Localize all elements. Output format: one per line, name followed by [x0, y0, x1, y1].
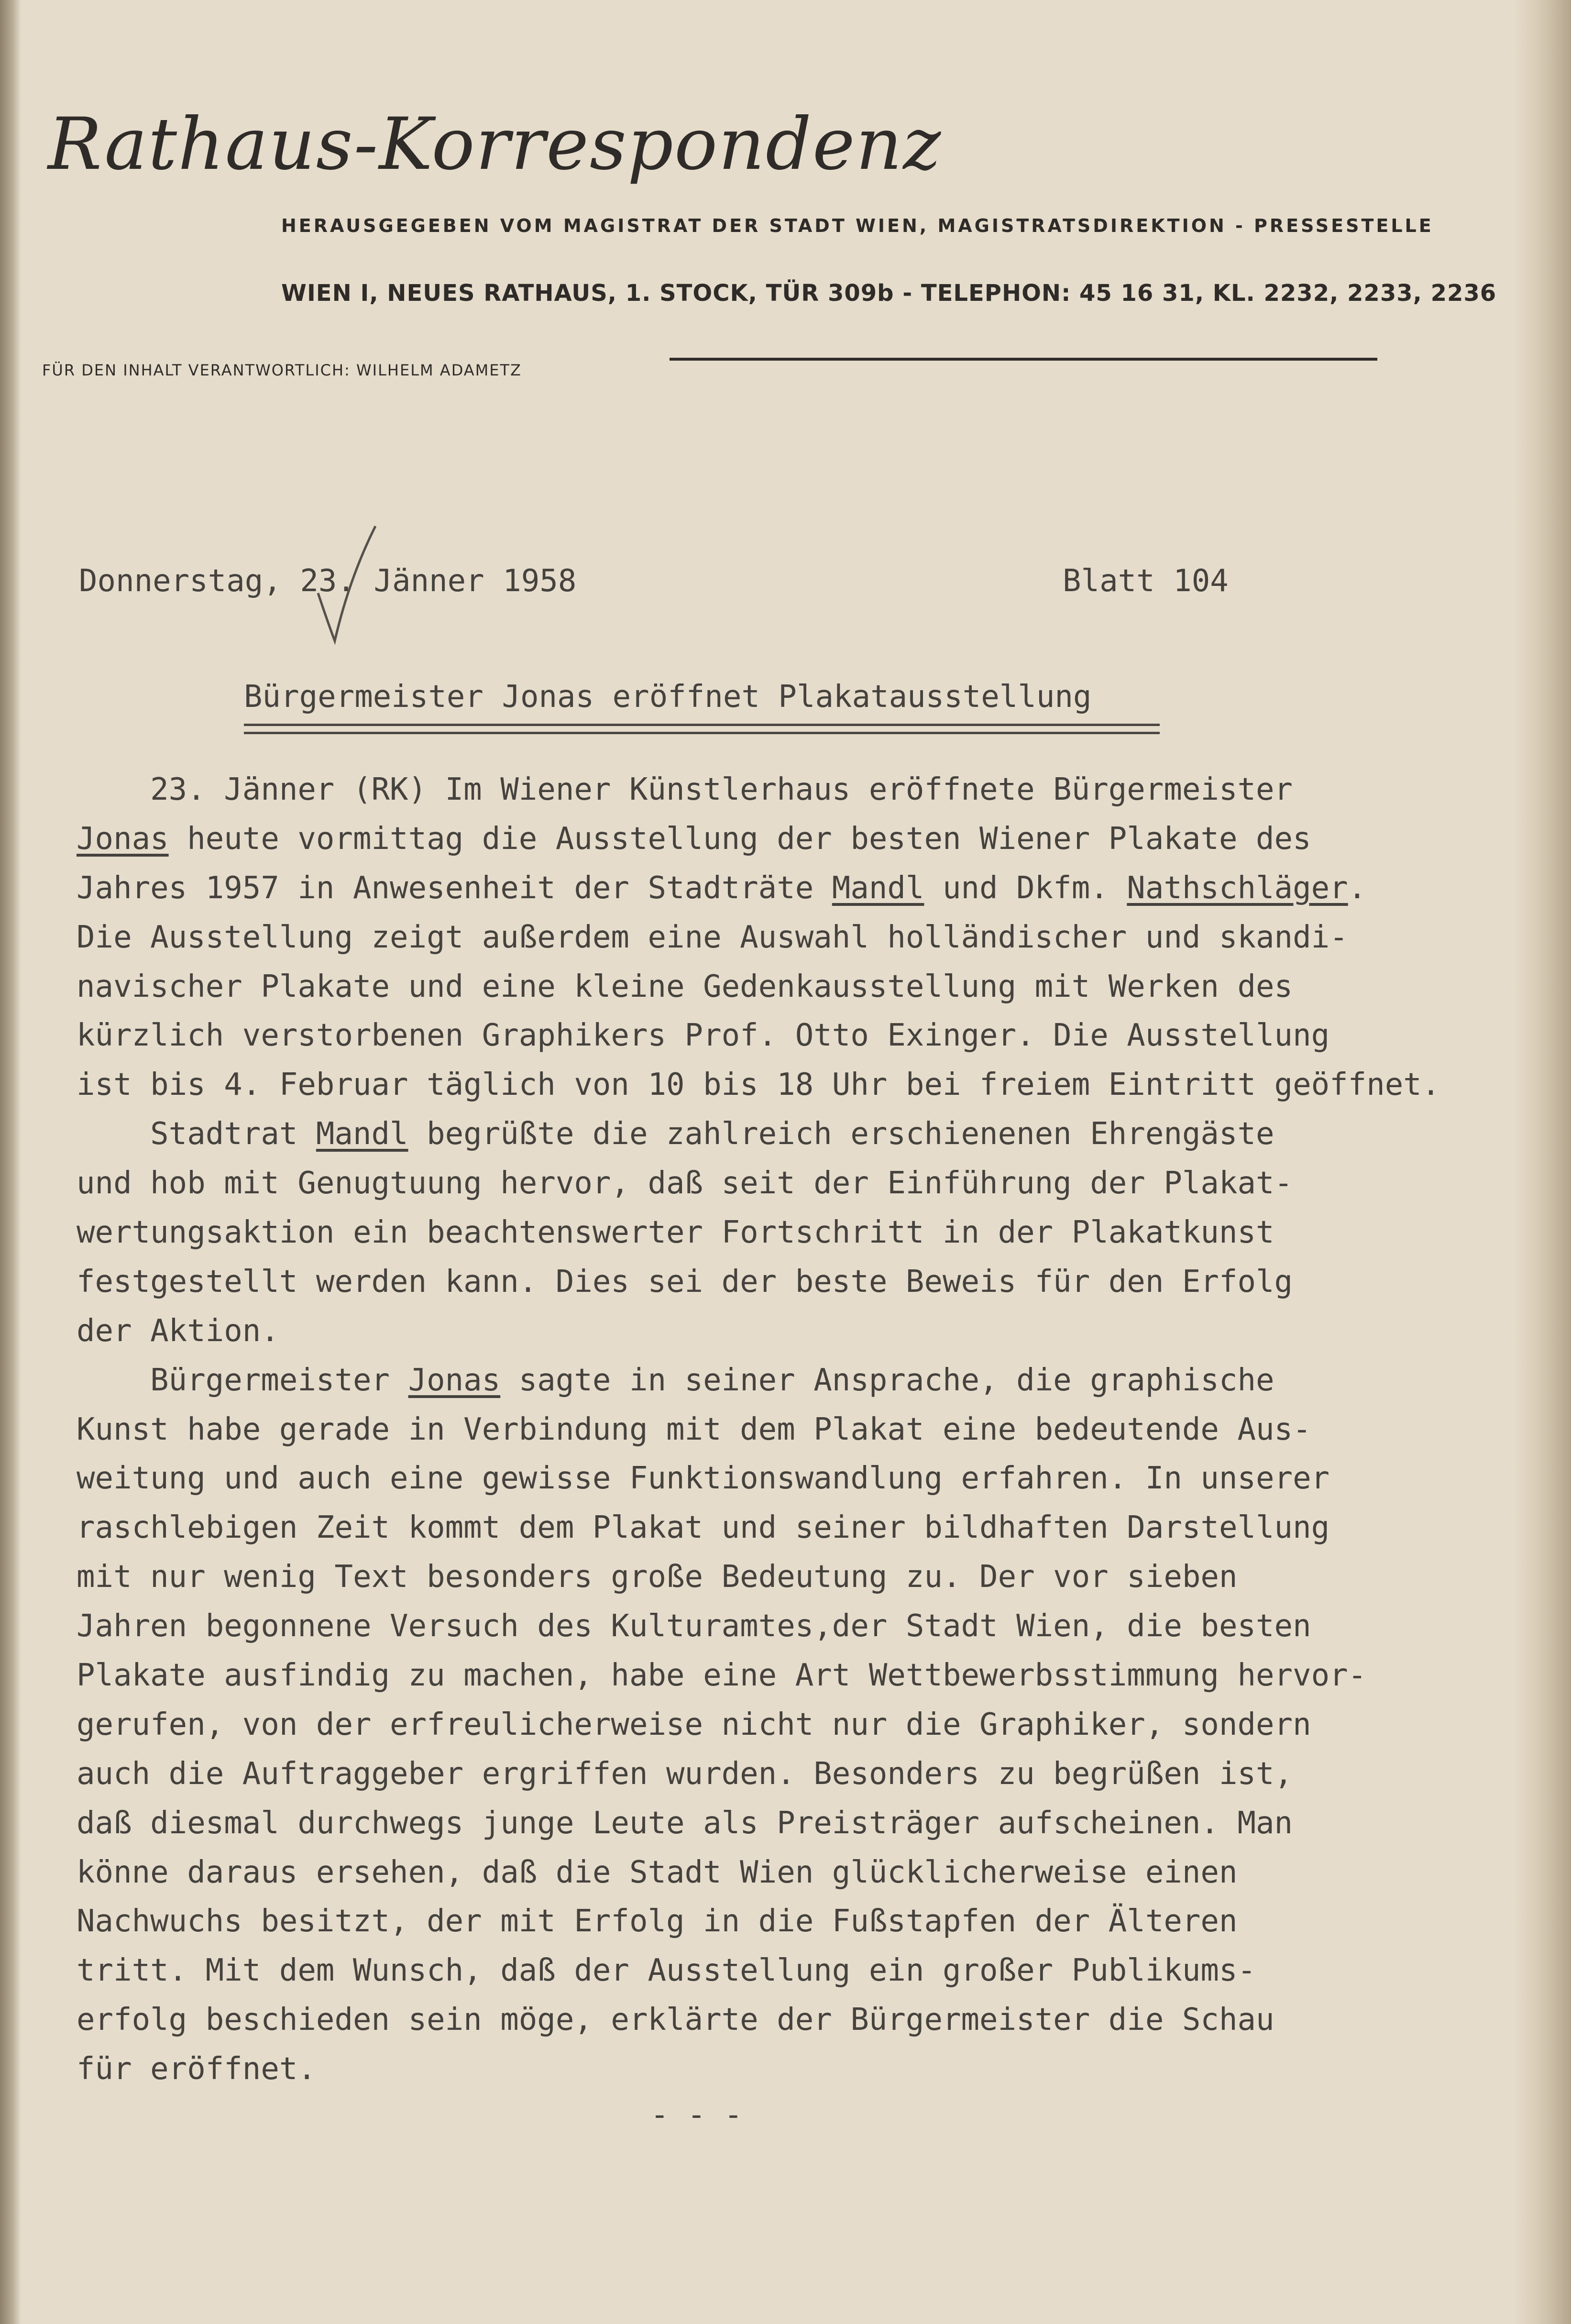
body-line: Jonas heute vormittag die Ausstellung der besten Wiener Plakate des	[77, 821, 1311, 857]
masthead-address: WIEN I, NEUES RATHAUS, 1. STOCK, TÜR 309b - TELEPHON: 45 16 31, KL. 2232, 2233, 2236	[281, 280, 1497, 307]
headline-double-rule-bottom	[244, 732, 1160, 734]
name-nathschlaeger: Nathschläger	[1127, 870, 1348, 906]
dateline: Donnerstag, 23. Jänner 1958	[79, 563, 577, 599]
headline-double-rule-top	[244, 724, 1160, 726]
name-jonas: Jonas	[408, 1362, 501, 1398]
body-line: wertungsaktion ein beachtenswerter Fortschritt in der Plakatkunst	[77, 1215, 1274, 1251]
body-line: festgestellt werden kann. Dies sei der beste Beweis für den Erfolg	[77, 1264, 1293, 1300]
body-line: Nachwuchs besitzt, der mit Erfolg in die Fußstapfen der Älteren	[77, 1904, 1238, 1939]
body-line: könne daraus ersehen, daß die Stadt Wien glücklicherweise einen	[77, 1854, 1238, 1890]
page-edge-left	[0, 0, 21, 2324]
masthead-publisher: HERAUSGEGEBEN VOM MAGISTRAT DER STADT WIEN, MAGISTRATSDIREKTION - PRESSESTELLE	[281, 215, 1434, 236]
body-line: tritt. Mit dem Wunsch, daß der Ausstellung ein großer Publikums-	[77, 1953, 1256, 1989]
article-body	[77, 765, 1440, 2094]
body-line: kürzlich verstorbenen Graphikers Prof. Otto Exinger. Die Ausstellung	[77, 1018, 1330, 1054]
body-line: erfolg beschieden sein möge, erklärte der Bürgermeister die Schau	[77, 2002, 1274, 2038]
name-jonas: Jonas	[77, 821, 169, 857]
body-line: daß diesmal durchwegs junge Leute als Preisträger aufscheinen. Man	[77, 1805, 1293, 1841]
masthead-rule	[670, 358, 1377, 361]
body-line: raschlebigen Zeit kommt dem Plakat und seiner bildhaften Darstellung	[77, 1510, 1330, 1546]
body-line: Bürgermeister Jonas sagte in seiner Ansprache, die graphische	[77, 1362, 1274, 1398]
page-edge-right	[1514, 0, 1571, 2324]
body-line: der Aktion.	[77, 1313, 279, 1349]
name-mandl: Mandl	[316, 1116, 408, 1152]
body-line: auch die Auftraggeber ergriffen wurden. Besonders zu begrüßen ist,	[77, 1756, 1293, 1792]
body-line: navischer Plakate und eine kleine Gedenkausstellung mit Werken des	[77, 969, 1293, 1004]
headline: Bürgermeister Jonas eröffnet Plakatausstellung	[244, 679, 1092, 715]
body-line: für eröffnet.	[77, 2051, 316, 2087]
body-line: Stadtrat Mandl begrüßte die zahlreich erschienenen Ehrengäste	[77, 1116, 1274, 1152]
body-line: 23. Jänner (RK) Im Wiener Künstlerhaus eröffnete Bürgermeister	[77, 772, 1293, 807]
masthead-responsible: FÜR DEN INHALT VERANTWORTLICH: WILHELM ADAMETZ	[42, 361, 522, 379]
check-mark-icon	[313, 521, 380, 646]
body-line: gerufen, von der erfreulicherweise nicht nur die Graphiker, sondern	[77, 1707, 1311, 1742]
body-line: Jahren begonnene Versuch des Kulturamtes,der Stadt Wien, die besten	[77, 1608, 1311, 1644]
body-line: Kunst habe gerade in Verbindung mit dem Plakat eine bedeutende Aus-	[77, 1411, 1311, 1447]
end-mark: - - -	[650, 2097, 743, 2133]
body-line: ist bis 4. Februar täglich von 10 bis 18 Uhr bei freiem Eintritt geöffnet.	[77, 1067, 1440, 1103]
body-line: Jahres 1957 in Anwesenheit der Stadträte Mandl und Dkfm. Nathschläger.	[77, 870, 1367, 906]
body-line: Die Ausstellung zeigt außerdem eine Auswahl holländischer und skandi-	[77, 919, 1348, 955]
sheet-number: Blatt 104	[1063, 563, 1229, 599]
body-line: weitung und auch eine gewisse Funktionswandlung erfahren. In unserer	[77, 1461, 1330, 1497]
name-mandl: Mandl	[832, 870, 924, 906]
body-line: Plakate ausfindig zu machen, habe eine Art Wettbewerbsstimmung hervor-	[77, 1658, 1367, 1694]
body-line: mit nur wenig Text besonders große Bedeutung zu. Der vor sieben	[77, 1559, 1238, 1595]
masthead-title: Rathaus-Korrespondenz	[48, 103, 942, 186]
body-line: und hob mit Genugtuung hervor, daß seit der Einführung der Plakat-	[77, 1166, 1293, 1201]
